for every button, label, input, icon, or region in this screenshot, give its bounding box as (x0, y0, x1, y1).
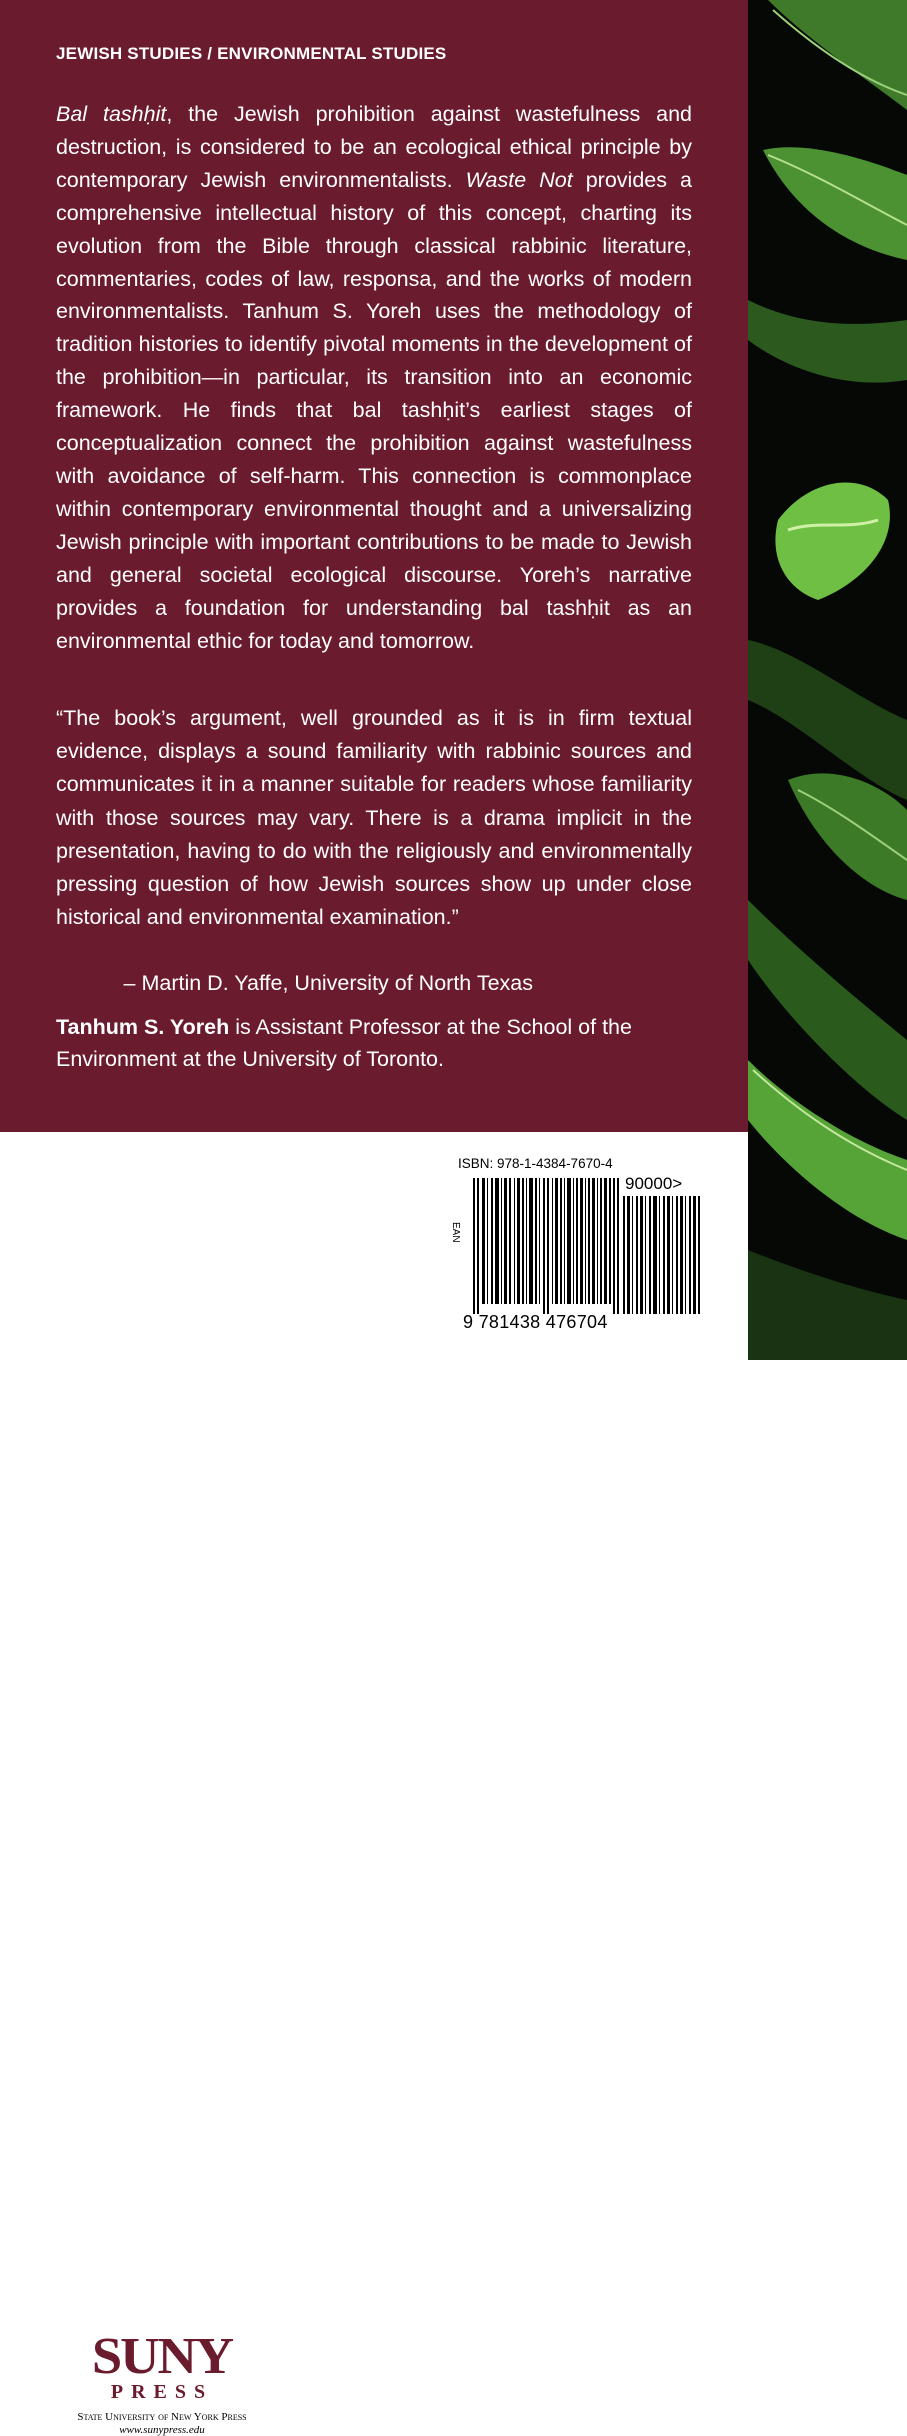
leaf-illustration (748, 0, 907, 1360)
press-logo-word: PRESS (110, 2381, 214, 2403)
description-part-2: provides a comprehensive intellectual history of this concept, charting its evolution from the Bible through classical rabbinic literature, commentaries, codes of law, responsa, and the works of modern environmentalists. Tanhum S. Yoreh uses the methodology of tradition histories to identify pivotal moments in the development of the prohibition—in particular, its transition into an economic framework. He finds that bal tashḥit’s earliest stages of conceptualization connect the prohibition against wastefulness with avoidance of self-harm. This connection is commonplace within contemporary environmental thought and a universalizing Jewish principle with important contributions to be made to Jewish and general societal ecological discourse. Yoreh’s narrative provides a foundation for understanding bal tashḥit as an environmental ethic for today and tomorrow. (56, 167, 693, 653)
suny-logo-word: SUNY (91, 2328, 233, 2385)
quote-attribution: – Martin D. Yaffe, University of North Texas (123, 971, 533, 995)
ean-digits: 9 781438 476704 (463, 1312, 608, 1332)
author-bio-text: is Assistant Professor at the School of the Environment at the University of Toronto. (56, 1015, 632, 1071)
description-part-1: , the Jewish prohibition against wastefulness and destruction, is considered to be an ecological ethical principle by contemporary Jewish environmentalists. (56, 102, 692, 192)
review-quote: “The book’s argument, well grounded as it is in firm textual evidence, displays a sound familiarity with rabbinic sources and communicates it in a manner suitable for readers whose familiarity with those sources may vary. There is a drama implicit in the presentation, having to do with the religiously and environmentally pressing question of how Jewish sources show up under close historical and environmental examination.” (56, 706, 692, 930)
ean-label: EAN (450, 1222, 461, 1243)
author-bio (56, 1011, 692, 1075)
back-cover-panel (0, 0, 748, 1132)
publisher-full-name: State University of New York Press (77, 2411, 247, 2423)
addon-barcode-bars (623, 1196, 703, 1314)
book-description (56, 98, 692, 657)
publisher-url: www.sunypress.edu (119, 2424, 205, 2436)
bal-tashhit-term: Bal tashḥit (56, 102, 167, 126)
isbn-number: ISBN: 978-1-4384-7670-4 (458, 1156, 613, 1171)
price-addon-digits: 90000> (625, 1174, 683, 1193)
book-title: Waste Not (465, 167, 573, 192)
isbn-barcode (450, 1150, 715, 1340)
suny-press-logo (72, 2328, 252, 2436)
category-heading: JEWISH STUDIES / ENVIRONMENTAL STUDIES (56, 44, 447, 63)
ean-barcode-bars (473, 1178, 619, 1314)
leaf-photo (748, 0, 907, 1360)
author-name: Tanhum S. Yoreh (56, 1015, 230, 1039)
